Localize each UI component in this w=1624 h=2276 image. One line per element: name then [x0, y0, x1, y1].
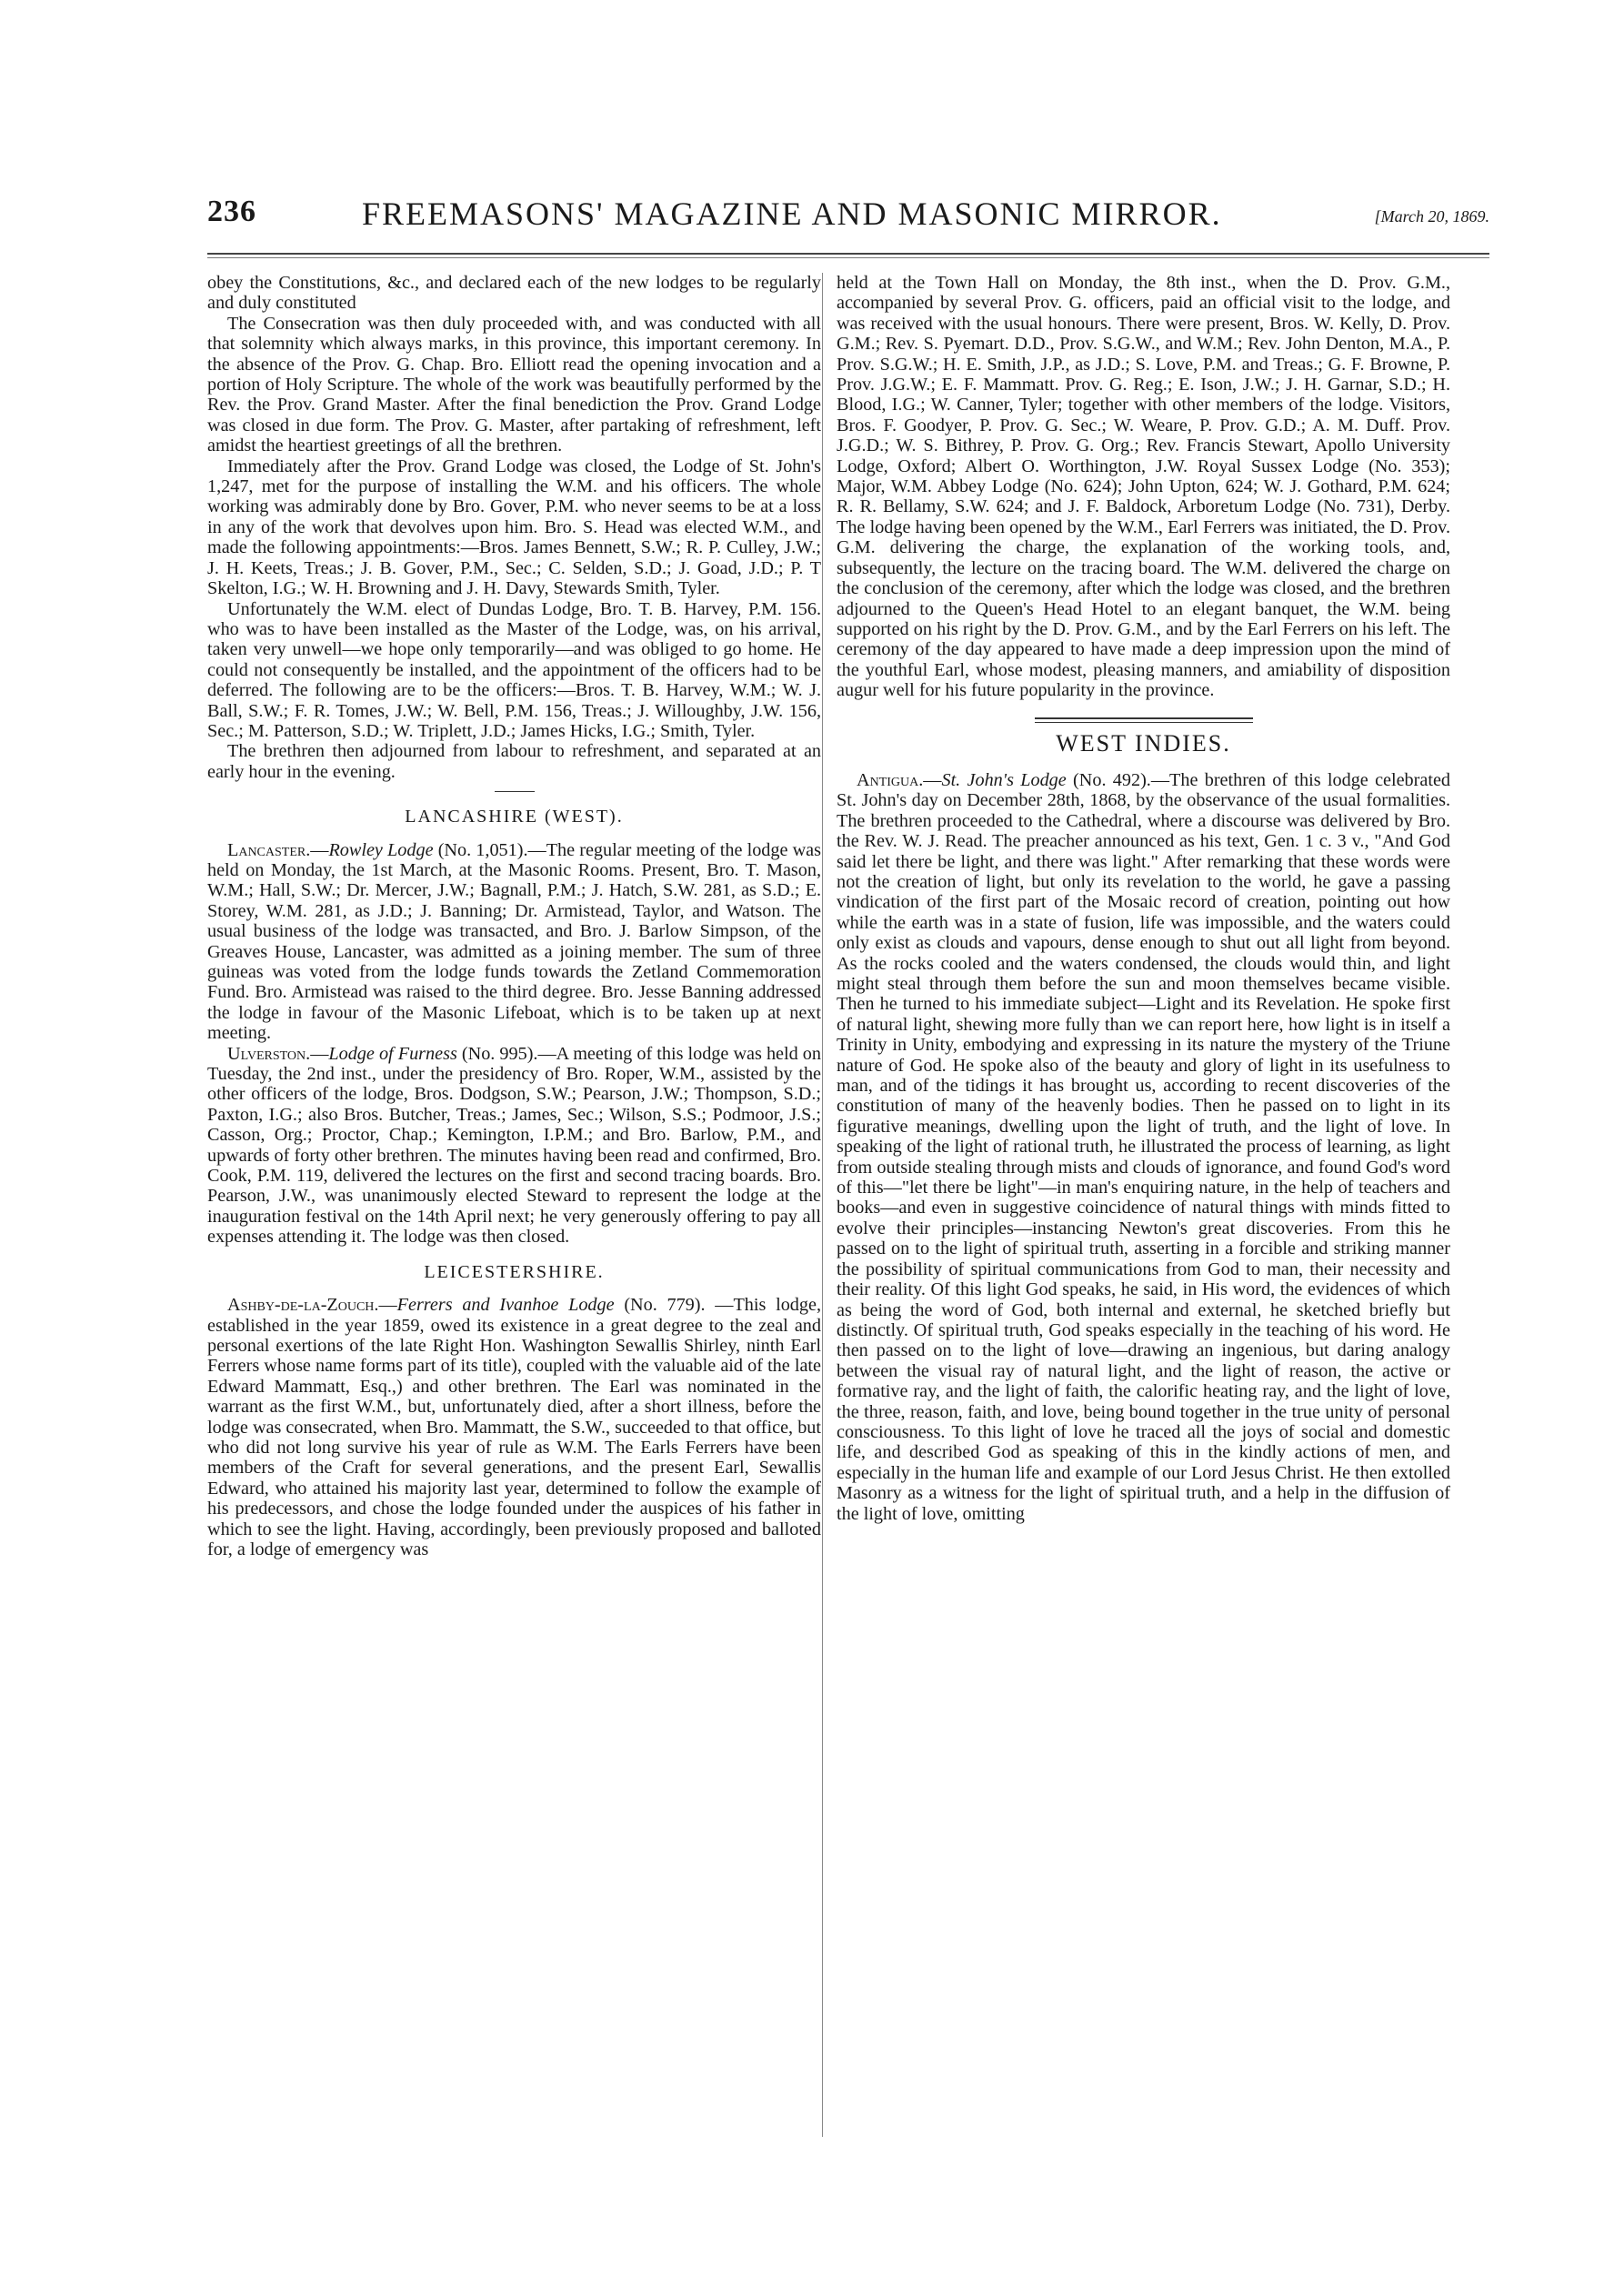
masthead [207, 195, 1489, 249]
report-text: (No. 995).—A meeting of this lodge was held on Tuesday, the 2nd inst., under the presidency of Bro. Roper, W.M., assisted by the other officers of the lodge, Bros. Dodgson, S.W.; Pearson, J.W.; Thompson, S.D.; Paxton, I.G.; also Bros. Butcher, Treas.; James, Sec.; Wilson, S.S.; Podmoor, J.S.; Casson, Org.; Proctor, Chap.; Kemington, I.P.M.; and Bro. Barlow, P.M., and upwards of forty other brethren. The minutes having been read and confirmed, Bro. Cook, P.M. 119, delivered the lectures on the first and second tracing boards. Bro. Pearson, J.W., was unanimously elected Steward to represent the lodge at the inauguration festival on the 14th April next; he very generously offering to pay all expenses attending it. The lodge was then closed. [207, 1043, 821, 1248]
report-text: (No. 1,051).—The regular meeting of the lodge was held on Monday, the 1st March, at the Masonic Rooms. Present, Bro. T. Mason, W.M.; Hall, S.W.; Dr. Mercer, J.W.; Bagnall, P.M.; J. Hatch, S.W. 281, as S.D.; E. Storey, W.M. 281, as J.D.; J. Banning; Dr. Armistead, Taylor, and Watson. The usual business of the lodge was transacted, and Bro. J. Barlow Simpson, of the Greaves House, Lancaster, was admitted as a joining member. The sum of three guineas was voted from the lodge funds towards the Zetland Commemoration Fund. Bro. Armistead was raised to the third degree. Bro. Jesse Banning addressed the lodge in favour of the Masonic Lifeboat, which is to be taken up at next meeting. [207, 839, 821, 1044]
section-heading-lancashire: LANCASHIRE (WEST). [405, 807, 624, 827]
place-name: Ulverston. [227, 1043, 311, 1064]
masthead-rule [207, 253, 1489, 255]
paragraph: Immediately after the Prov. Grand Lodge was closed, the Lodge of St. John's 1,247, met for the purpose of installing the W.M. and his officers. The whole working was admirably done by Bro. Gover, P.M. who never seems to be at a loss in any of the work that devolves upon him. Bro. S. Head was elected W.M., and made the following appointments:—Bros. James Bennett, S.W.; R. P. Culley, J.W.; J. H. Keets, Treas.; J. B. Gover, P.M., Sec.; C. Selden, S.D.; J. Goad, J.D.; P. T Skelton, I.G.; W. H. Browning and J. H. Davy, Stewards Smith, Tyler. [207, 456, 821, 599]
page-number: 236 [207, 195, 256, 228]
column-divider [822, 273, 823, 2137]
journal-title: FREEMASONS' MAGAZINE AND MASONIC MIRROR. [362, 196, 1222, 232]
lodge-name: Rowley Lodge [328, 839, 434, 860]
place-name: Lancaster. [227, 839, 311, 860]
paragraph: The brethren then adjourned from labour to refreshment, and separated at an early hour in the evening. [207, 741, 821, 782]
report-antigua: Antigua.—St. John's Lodge (No. 492).—The brethren of this lodge celebrated St. John's day on December 28th, 1868, by the observance of the usual formalities. The brethren proceeded to the Cathedral, where a discourse was delivered by Bro. the Rev. W. J. Read. The preacher announced as his text, Gen. 1 c. 3 v., "And God said let there be light, and there was light." After remarking that these words were not the creation of light, but only its revelation to the world, he gave a passing vindication of the first part of the Mosaic record of creation, pointing out how while the earth was in a state of fusion, life was impossible, and the waters could only exist as clouds and vapours, dense enough to shut out all light from beyond. As the rocks cooled and the waters condensed, the clouds would thin, and light might steal through them before the sun and moon themselves became visible. Then he turned to his immediate subject—Light and its Revelation. He spoke first of natural light, shewing more fully than we can report here, how light is in itself a Trinity in Unity, embodying and expressing in its nature the mystery of the Triune nature of God. He spoke also of the beauty and glory of light in its usefulness to man, and of the tidings it has brought us, according to recent discoveries of the constitution of many of the heavenly bodies. Then he passed on to light in its figurative meanings, dwelling upon the light of truth, and the light of love. In speaking of the light of rational truth, he illustrated the process of learning, as light from outside stealing through mists and clouds of ignorance, and found God's word of this—"let there be light"—in man's enquiring nature, in the help of teachers and books—and even in suggestive coincidence of natural things with minds fitted to evolve their principles—instancing Newton's great discoveries. From this he passed on to the light of spiritual truth, asserting in a forcible and striking manner the possibility of spiritual communications from God to man, their necessity and their reality. Of this light God speaks, he said, in His word, the evidences of which as being the word of God, both internal and external, he sketched briefly but distinctly. Of spiritual truth, God speaks especially in the teaching of his word. He then passed on to the light of love—drawing an ingenious, but daring analogy between the visual ray of natural light, and the light of reason, the active or formative ray, and the light of faith, the calorific heating ray, and the light of love, the three, reason, faith, and love, being bound together in the true unity of personal consciousness. To this light of love he traced all the joys of social and domestic life, and described God as speaking of this in the kindly actions of men, and especially in the human life and example of our Lord Jesus Christ. He then extolled Masonry as a witness for the light of spiritual truth, and a help in the diffusion of the light of love, omitting [837, 769, 1450, 1524]
place-name: Ashby-de-la-Zouch. [227, 1295, 379, 1316]
paragraph: held at the Town Hall on Monday, the 8th inst., when the D. Prov. G.M., accompanied by several Prov. G. officers, paid an official visit to the lodge, and was received with the usual honours. There were present, Bros. W. Kelly, D. Prov. G.M.; Rev. S. Pyemart. D.D., Prov. S.G.W., and W.M.; Rev. John Denton, M.A., P. Prov. S.G.W.; H. E. Smith, J.P., as J.D.; S. Love, P.M. and Treas.; G. F. Browne, P. Prov. J.G.W.; E. F. Mammatt. Prov. G. Reg.; E. Ison, J.W.; J. H. Garnar, S.D.; H. Blood, I.G.; W. Canner, Tyler; together with other members of the lodge. Visitors, Bros. F. Goodyer, P. Prov. G. Sec.; W. Weare, P. Prov. G.D.; A. M. Duff. Prov. J.G.D.; W. S. Bithrey, P. Prov. G. Org.; Rev. Francis Stewart, Apollo University Lodge, Oxford; Albert O. Worthington, J.W. Royal Sussex Lodge (No. 353); Major, W.M. Abbey Lodge (No. 624); John Upton, 624; W. J. Gothard, P.M. 624; R. R. Bellamy, S.W. 624; and J. F. Baldock, Arboretum Lodge (No. 731), Derby. The lodge having been opened by the W.M., Earl Ferrers was initiated, the D. Prov. G.M. delivering the charge, the explanation of the working tools, and, subsequently, the lecture on the tracing board. The W.M. delivered the charge on the conclusion of the ceremony, after which the lodge was closed, and the brethren adjourned to the Queen's Head Hotel to an elegant banquet, the W.M. being supported on his right by the D. Prov. G.M., and by the Earl Ferrers on his left. The ceremony of the day appeared to have made a deep impression upon the mind of the youthful Earl, whose modest, pleasing manners, and amiability of disposition augur well for his future popularity in the province. [837, 273, 1450, 701]
issue-date: [March 20, 1869. [1374, 207, 1489, 226]
place-name: Antigua. [857, 769, 924, 790]
masthead-rule-thin [207, 257, 1489, 258]
section-divider [495, 791, 535, 792]
section-heading-west-indies: WEST INDIES. [1056, 729, 1231, 757]
report-ulverston: Ulverston.—Lodge of Furness (No. 995).—A meeting of this lodge was held on Tuesday, the 2nd inst., under the presidency of Bro. Roper, W.M., assisted by the other officers of the lodge, Bros. Dodgson, S.W.; Pearson, J.W.; Thompson, S.D.; Paxton, I.G.; also Bros. Butcher, Treas.; James, Sec.; Wilson, S.S.; Podmoor, J.S.; Casson, Org.; Proctor, Chap.; Kemington, I.P.M.; and Bro. Barlow, P.M., and upwards of forty other brethren. The minutes having been read and confirmed, Bro. Cook, P.M. 119, delivered the lectures on the first and second tracing boards. Bro. Pearson, J.W., was unanimously elected Steward to represent the lodge at the inauguration festival on the 14th April next; he very generously offering to pay all expenses attending it. The lodge was then closed. [207, 1043, 821, 1248]
report-text: (No. 779). —This lodge, established in the year 1859, owed its existence in a great degree to the zeal and personal exertions of the late Right Hon. Washington Sewallis Shirley, ninth Earl Ferrers whose name forms part of its title), coupled with the valuable aid of the late Edward Mammatt, Esq.,) and other brethren. The Earl was nominated in the warrant as the first W.M., but, unfortunately died, after a short illness, before the lodge was consecrated, when Bro. Mammatt, the S.W., succeeded to that office, but who did not long survive his year of rule as W.M. The Earls Ferrers have been members of the Craft for several generations, and the present Earl, Sewallis Edward, who attained his majority last year, determined to follow the example of his predecessors, and chose the lodge founded under the auspices of his father in which to see the light. Having, accordingly, been previously proposed and balloted for, a lodge of emergency was [207, 1295, 822, 1559]
report-text: (No. 492).—The brethren of this lodge celebrated St. John's day on December 28th, 1868, by the observance of the usual formalities. The brethren proceeded to the Cathedral, where a discourse was delivered by Bro. the Rev. W. J. Read. The preacher announced as his text, Gen. 1 c. 3 v., "And God said let there be light, and there was light." After remarking that these words were not the creation of light, but only its revelation to the world, he gave a passing vindication of the first part of the Mosaic record of creation, pointing out how while the earth was in a state of fusion, life was impossible, and the waters could only exist as clouds and vapours, dense enough to shut out all light from beyond. As the rocks cooled and the waters condensed, the clouds would thin, and light might steal through them before the sun and moon themselves became visible. Then he turned to his immediate subject—Light and its Revelation. He spoke first of natural light, shewing more fully than we can report here, how light is in itself a Trinity in Unity, embodying and expressing in its nature the mystery of the Triune nature of God. He spoke also of the beauty and glory of light in its usefulness to man, and of the tidings it has brought us, according to recent discoveries of the constitution of many of the heavenly bodies. Then he passed on to light in its figurative meanings, dwelling upon the light of truth, and the light of love. In speaking of the light of rational truth, he illustrated the process of learning, as light from outside stealing through mists and clouds of ignorance, and found God's word of this—"let there be light"—in man's enquiring nature, in the help of teachers and books—and even in suggestive coincidence of natural things with minds fitted to evolve their principles—instancing Newton's great discoveries. From this he passed on to the light of spiritual truth, asserting in a forcible and striking manner the possibility of spiritual communications from God to man, their necessity and their reality. Of this light God speaks, he said, in His word, the evidences of which as being the word of God, both internal and external, he sketched briefly but distinctly. Of spiritual truth, God speaks especially in the teaching of his word. He then passed on to the light of love—drawing an ingenious, but daring analogy between the visual ray of natural light, and the light of reason, the active or formative ray, and the light of faith, the calorific heating ray, and the light of love, the three, reason, faith, and love, being bound together in the true unity of personal consciousness. To this light of love he traced all the joys of social and domestic life, and described God as speaking of this in the kindly actions of men, and especially in the human life and example of our Lord Jesus Christ. He then extolled Masonry as a witness for the light of spiritual truth, and a help in the diffusion of the light of love, omitting [837, 769, 1450, 1524]
report-ashby: Ashby-de-la-Zouch.—Ferrers and Ivanhoe Lodge (No. 779). —This lodge, established in the year 1859, owed its existence in a great degree to the zeal and personal exertions of the late Right Hon. Washington Sewallis Shirley, ninth Earl Ferrers whose name forms part of its title), coupled with the valuable aid of the late Edward Mammatt, Esq.,) and other brethren. The Earl was nominated in the warrant as the first W.M., but, unfortunately died, after a short illness, before the lodge was consecrated, when Bro. Mammatt, the S.W., succeeded to that office, but who did not long survive his year of rule as W.M. The Earls Ferrers have been members of the Craft for several generations, and the present Earl, Sewallis Edward, who attained his majority last year, determined to follow the example of his predecessors, and chose the lodge founded under the auspices of his father in which to see the light. Having, accordingly, been previously proposed and balloted for, a lodge of emergency was [207, 1295, 822, 1559]
section-heading-leicestershire: LEICESTERSHIRE. [424, 1261, 605, 1282]
paragraph: obey the Constitutions, &c., and declared each of the new lodges to be regularly and duly constituted [207, 273, 821, 314]
left-column [207, 273, 821, 1559]
paragraph: The Consecration was then duly proceeded with, and was conducted with all that solemnity which always marks, in this province, this important ceremony. In the absence of the Prov. G. Chap. Bro. Elliott read the opening invocation and a portion of Holy Scripture. The whole of the work was beautifully performed by the Rev. the Prov. Grand Master. After the final benediction the Prov. Grand Lodge was closed in due form. The Prov. G. Master, after partaking of refreshment, left amidst the heartiest greetings of all the brethren. [207, 313, 821, 456]
section-divider-double [1035, 717, 1253, 723]
lodge-name: St. John's Lodge [941, 769, 1067, 790]
right-column [837, 273, 1450, 1524]
lodge-name: Lodge of Furness [328, 1043, 457, 1064]
paragraph: Unfortunately the W.M. elect of Dundas Lodge, Bro. T. B. Harvey, P.M. 156. who was to have been installed as the Master of the Lodge, was, on his arrival, taken very unwell—we hope only temporarily—and was obliged to go home. He could not consequently be installed, and the appointment of the officers had to be deferred. The following are to be the officers:—Bros. T. B. Harvey, W.M.; W. J. Ball, S.W.; F. R. Tomes, J.W.; W. Bell, P.M. 156, Treas.; J. Willoughby, J.W. 156, Sec.; M. Patterson, S.D.; W. Triplett, J.D.; James Hicks, I.G.; Smith, Tyler. [207, 598, 821, 741]
report-lancaster: Lancaster.—Rowley Lodge (No. 1,051).—The regular meeting of the lodge was held on Monday, the 1st March, at the Masonic Rooms. Present, Bro. T. Mason, W.M.; Hall, S.W.; Dr. Mercer, J.W.; Bagnall, P.M.; J. Hatch, S.W. 281, as S.D.; E. Storey, W.M. 281, as J.D.; J. Banning; Dr. Armistead, Taylor, and Watson. The usual business of the lodge was transacted, and Bro. J. Barlow Simpson, of the Greaves House, Lancaster, was admitted as a joining member. The sum of three guineas was voted from the lodge funds towards the Zetland Commemoration Fund. Bro. Armistead was raised to the third degree. Bro. Jesse Banning addressed the lodge in favour of the Masonic Lifeboat, which is to be taken up at next meeting. [207, 839, 821, 1044]
lodge-name: Ferrers and Ivanhoe Lodge [396, 1295, 615, 1316]
